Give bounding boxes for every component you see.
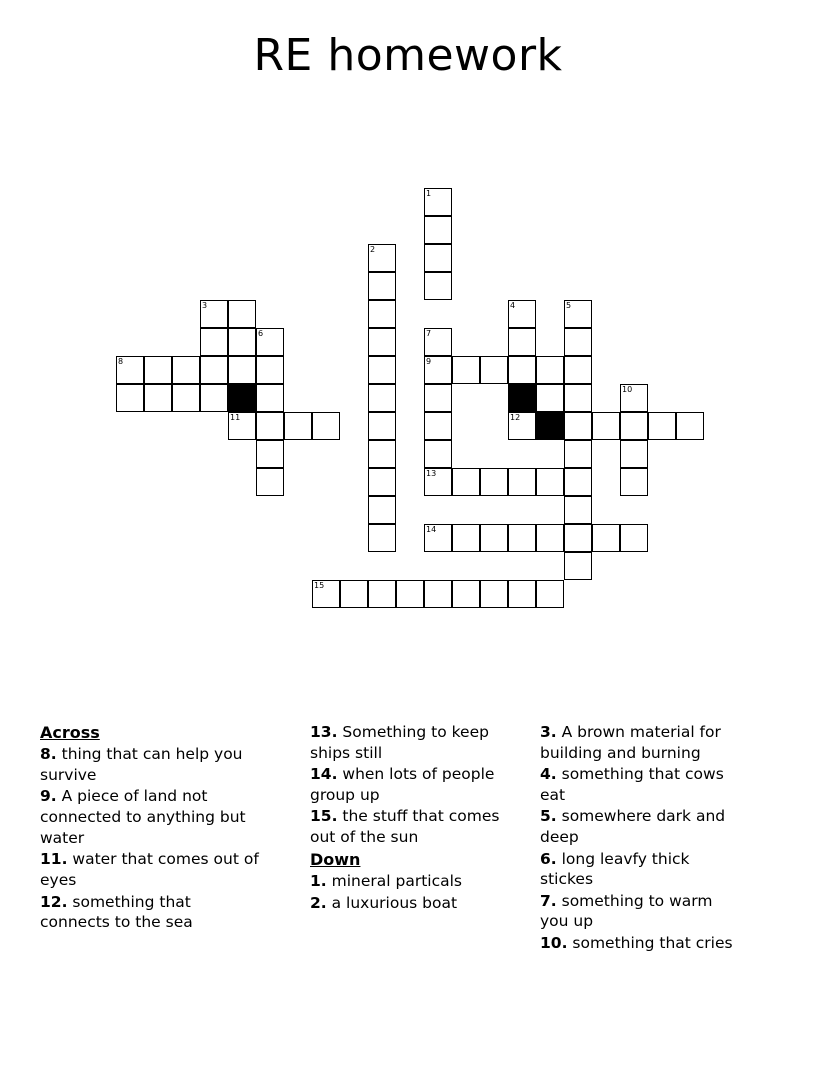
clue-number: 7. — [540, 891, 557, 910]
clue-text: Something to keep ships still — [310, 723, 489, 762]
grid-cell[interactable] — [536, 580, 564, 608]
clue-number: 11. — [40, 850, 68, 869]
clue-down-3 — [540, 722, 744, 763]
crossword-grid — [0, 80, 816, 600]
grid-cell[interactable] — [508, 468, 536, 496]
grid-cell[interactable] — [424, 524, 452, 552]
clue-across-13 — [310, 722, 504, 763]
clues-column-2 — [280, 722, 520, 914]
grid-cell-number: 10 — [622, 385, 633, 395]
grid-cell[interactable] — [536, 468, 564, 496]
clue-number: 4. — [540, 765, 557, 784]
grid-cell[interactable] — [564, 552, 592, 580]
grid-cell[interactable] — [172, 356, 200, 384]
clue-text: water that comes out of eyes — [40, 850, 259, 889]
clue-text: somewhere dark and deep — [540, 807, 726, 847]
grid-cell[interactable] — [480, 524, 508, 552]
clues-column-1 — [40, 722, 280, 934]
grid-cell[interactable] — [424, 356, 452, 384]
grid-cell[interactable] — [228, 328, 256, 356]
clue-number: 14. — [310, 765, 338, 784]
grid-cell[interactable] — [424, 440, 452, 468]
grid-cell[interactable] — [648, 412, 676, 440]
clue-number: 8. — [40, 745, 57, 764]
clue-down-7 — [540, 891, 744, 932]
grid-cell[interactable] — [368, 496, 396, 524]
grid-cell[interactable] — [676, 412, 704, 440]
grid-cell[interactable] — [256, 384, 284, 412]
grid-cell-number: 2 — [370, 245, 376, 255]
grid-cell[interactable] — [480, 468, 508, 496]
grid-cell[interactable] — [424, 468, 452, 496]
clue-text: something to warm you up — [540, 891, 713, 931]
grid-cell[interactable] — [424, 412, 452, 440]
clue-text: something that cries — [567, 934, 733, 953]
grid-cell-number: 1 — [426, 189, 432, 199]
grid-cell-number: 5 — [566, 301, 572, 311]
grid-cell-number: 14 — [426, 525, 437, 535]
grid-cell-number: 3 — [202, 301, 208, 311]
clue-number: 10. — [540, 934, 568, 953]
grid-cell[interactable] — [368, 384, 396, 412]
grid-cell[interactable] — [620, 384, 648, 412]
clue-number: 5. — [540, 807, 557, 826]
grid-cell[interactable] — [480, 356, 508, 384]
clue-number: 3. — [540, 723, 557, 741]
grid-cell[interactable] — [368, 272, 396, 300]
grid-cell-number: 12 — [510, 413, 521, 423]
clue-text: thing that can help you survive — [40, 745, 243, 784]
grid-cell[interactable] — [564, 440, 592, 468]
clue-text: mineral particals — [326, 871, 462, 890]
grid-cell[interactable] — [256, 440, 284, 468]
grid-cell[interactable] — [592, 524, 620, 552]
clue-down-5 — [540, 806, 744, 847]
grid-cell[interactable] — [564, 412, 592, 440]
grid-cell[interactable] — [340, 580, 368, 608]
grid-cell[interactable] — [564, 496, 592, 524]
grid-cell[interactable] — [200, 356, 228, 384]
grid-cell[interactable] — [256, 468, 284, 496]
grid-cell[interactable] — [228, 356, 256, 384]
grid-cell[interactable] — [564, 468, 592, 496]
grid-cell[interactable] — [620, 440, 648, 468]
page-title: RE homework — [253, 30, 563, 81]
grid-cell[interactable] — [228, 412, 256, 440]
grid-cell[interactable] — [228, 300, 256, 328]
grid-cell-blocked — [508, 384, 536, 412]
clue-across-9 — [40, 786, 264, 848]
grid-cell[interactable] — [452, 356, 480, 384]
grid-cell[interactable] — [116, 384, 144, 412]
grid-cell[interactable] — [452, 468, 480, 496]
clue-text: long leavfy thick stickes — [540, 849, 690, 889]
grid-cell[interactable] — [564, 524, 592, 552]
grid-cell[interactable] — [200, 384, 228, 412]
grid-cell[interactable] — [368, 468, 396, 496]
clue-text: the stuff that comes out of the sun — [310, 807, 500, 847]
grid-cell-number: 13 — [426, 469, 437, 479]
grid-cell[interactable] — [144, 356, 172, 384]
grid-cell[interactable] — [620, 412, 648, 440]
grid-cell-number: 9 — [426, 357, 432, 367]
grid-cell[interactable] — [536, 524, 564, 552]
grid-cell[interactable] — [256, 412, 284, 440]
grid-cell[interactable] — [564, 300, 592, 328]
grid-cell[interactable] — [256, 328, 284, 356]
grid-cell[interactable] — [508, 328, 536, 356]
grid-cell[interactable] — [424, 188, 452, 216]
grid-cell[interactable] — [424, 328, 452, 356]
clue-number: 15. — [310, 807, 338, 826]
grid-cell[interactable] — [452, 524, 480, 552]
grid-cell[interactable] — [256, 356, 284, 384]
grid-cell[interactable] — [368, 580, 396, 608]
grid-cell[interactable] — [592, 412, 620, 440]
grid-cell[interactable] — [284, 412, 312, 440]
clue-across-12 — [40, 892, 264, 933]
grid-cell[interactable] — [368, 524, 396, 552]
grid-cell[interactable] — [396, 580, 424, 608]
grid-cell[interactable] — [368, 412, 396, 440]
across-heading: Across — [40, 723, 100, 742]
grid-cell[interactable] — [368, 356, 396, 384]
clue-number: 2. — [310, 893, 327, 912]
clues-section — [0, 722, 816, 955]
grid-cell[interactable] — [564, 384, 592, 412]
clue-text: A piece of land not connected to anything but water — [40, 787, 246, 847]
clue-down-4 — [540, 764, 744, 805]
grid-cell[interactable] — [536, 356, 564, 384]
clue-number: 6. — [540, 849, 557, 868]
grid-cell[interactable] — [508, 356, 536, 384]
grid-cell[interactable] — [368, 300, 396, 328]
clue-down-10 — [540, 933, 744, 954]
grid-cell[interactable] — [452, 580, 480, 608]
grid-cell[interactable] — [424, 216, 452, 244]
clue-number: 9. — [40, 787, 57, 806]
clue-number: 12. — [40, 892, 68, 911]
grid-cell[interactable] — [564, 328, 592, 356]
clue-across-11 — [40, 849, 264, 890]
clue-across-14 — [310, 764, 504, 805]
clue-across-15 — [310, 806, 504, 847]
grid-cell[interactable] — [508, 524, 536, 552]
grid-cell[interactable] — [424, 384, 452, 412]
grid-cell[interactable] — [200, 300, 228, 328]
grid-cell[interactable] — [424, 244, 452, 272]
clue-across-8 — [40, 744, 264, 785]
clue-text: A brown material for building and burning — [540, 723, 721, 762]
grid-cell[interactable] — [424, 272, 452, 300]
grid-cell[interactable] — [368, 440, 396, 468]
grid-cell-blocked — [536, 412, 564, 440]
grid-cell-number: 8 — [118, 357, 124, 367]
clue-text: something that cows eat — [540, 765, 724, 804]
clue-number: 13. — [310, 723, 338, 741]
grid-cell[interactable] — [144, 384, 172, 412]
grid-cell[interactable] — [620, 468, 648, 496]
grid-cell[interactable] — [368, 244, 396, 272]
clue-down-2 — [310, 893, 504, 914]
grid-cell[interactable] — [480, 580, 508, 608]
grid-cell-number: 7 — [426, 329, 432, 339]
grid-cell[interactable] — [368, 328, 396, 356]
grid-cell[interactable] — [564, 356, 592, 384]
grid-cell[interactable] — [312, 580, 340, 608]
grid-cell-number: 6 — [258, 329, 264, 339]
grid-cell[interactable] — [508, 300, 536, 328]
clue-down-1 — [310, 871, 504, 892]
clues-column-3 — [520, 722, 760, 955]
grid-cell-blocked — [228, 384, 256, 412]
clue-down-6 — [540, 849, 744, 890]
grid-cell[interactable] — [620, 524, 648, 552]
grid-cell-number: 11 — [230, 413, 241, 423]
grid-cell[interactable] — [508, 412, 536, 440]
grid-cell[interactable] — [424, 580, 452, 608]
grid-cell[interactable] — [116, 356, 144, 384]
grid-cell[interactable] — [312, 412, 340, 440]
clue-text: when lots of people group up — [310, 765, 495, 804]
grid-cell-number: 4 — [510, 301, 516, 311]
clue-text: a luxurious boat — [326, 893, 458, 912]
grid-cell-number: 15 — [314, 581, 325, 591]
clue-number: 1. — [310, 871, 327, 890]
grid-cell[interactable] — [200, 328, 228, 356]
clue-text: something that connects to the sea — [40, 892, 193, 932]
grid-cell[interactable] — [536, 384, 564, 412]
grid-cell[interactable] — [172, 384, 200, 412]
down-heading: Down — [310, 849, 361, 869]
grid-cell[interactable] — [508, 580, 536, 608]
